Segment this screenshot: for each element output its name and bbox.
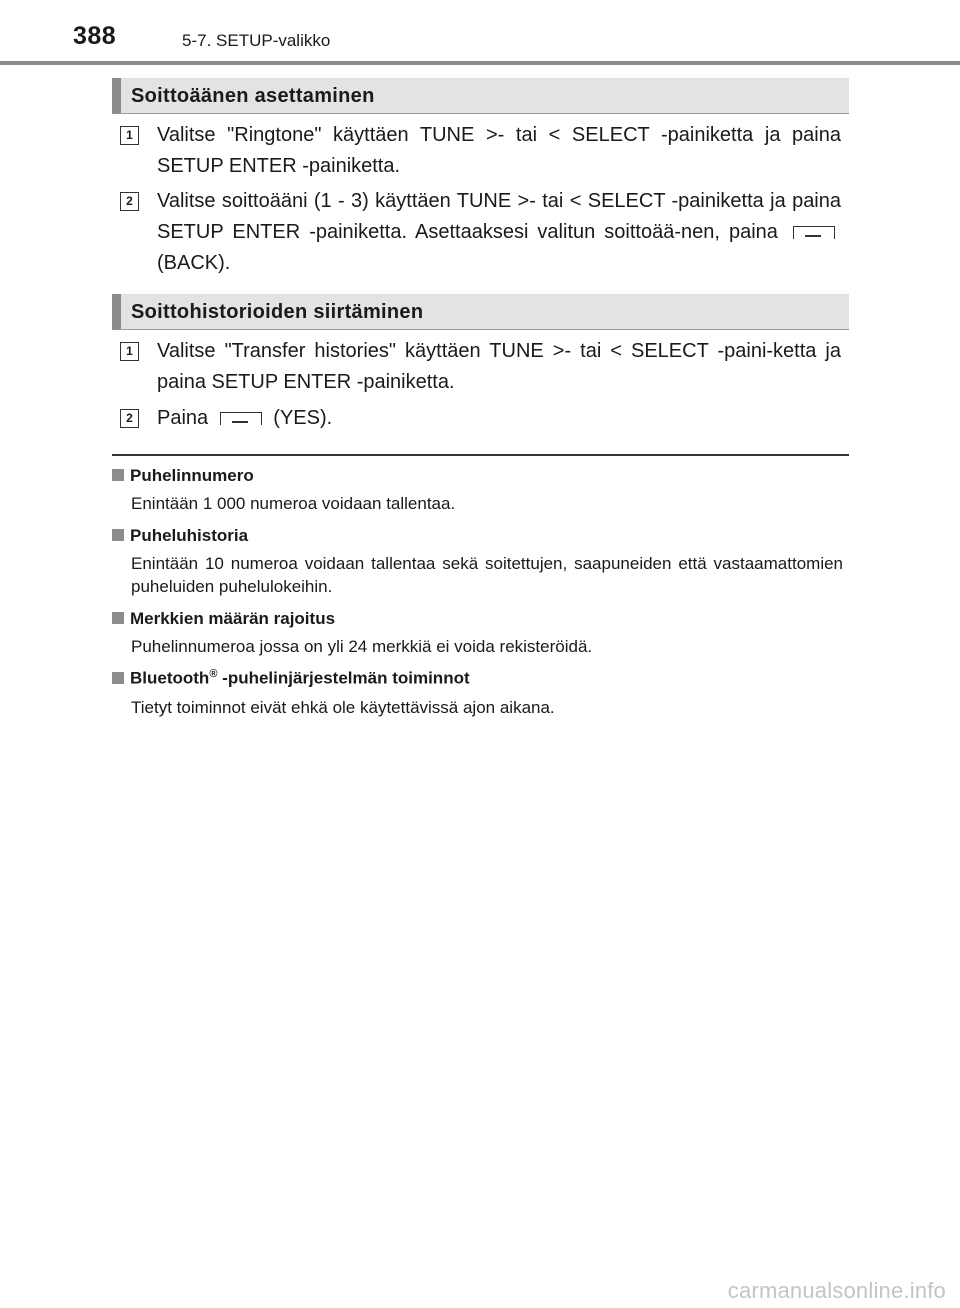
note-title-text: Puhelinnumero	[130, 466, 254, 485]
notes-divider	[112, 454, 849, 456]
note-title-text: Merkkien määrän rajoitus	[130, 609, 336, 628]
back-button-icon	[793, 226, 835, 239]
note-title	[112, 526, 248, 546]
section-title: Soittoäänen asettaminen	[131, 85, 375, 107]
square-bullet-icon	[112, 672, 124, 684]
section-title: Soittohistorioiden siirtäminen	[131, 301, 424, 323]
section-heading	[112, 294, 849, 330]
note-body: Enintään 1 000 numeroa voidaan tallentaa.	[131, 494, 456, 513]
step-number-badge: 2	[120, 409, 139, 428]
step-text	[157, 186, 841, 279]
square-bullet-icon	[112, 469, 124, 481]
note-body: Enintään 10 numeroa voidaan tallentaa sekä soitettujen, saapuneiden että vastaamattomien puheluiden puhelulokeihin.	[131, 554, 843, 596]
square-bullet-icon	[112, 529, 124, 541]
page-number: 388	[73, 22, 117, 50]
header-rule	[0, 61, 960, 65]
square-bullet-icon	[112, 612, 124, 624]
step-number-badge: 1	[120, 342, 139, 361]
yes-button-icon	[220, 412, 262, 425]
note-title-text: Bluetooth	[130, 668, 210, 688]
step-text-part: (YES).	[273, 407, 333, 429]
step-text: Valitse "Ringtone" käyttäen TUNE >- tai < SELECT -painiketta ja paina SETUP ENTER -painiketta.	[157, 124, 841, 177]
note-body: Puhelinnumeroa jossa on yli 24 merkkiä ei voida rekisteröidä.	[131, 637, 593, 656]
note-body: Tietyt toiminnot eivät ehkä ole käytettävissä ajon aikana.	[131, 698, 555, 717]
step-text	[157, 403, 841, 434]
registered-mark: ®	[209, 668, 218, 680]
note-title-text: -puhelinjärjestelmän toiminnot	[217, 668, 470, 688]
step-text: Valitse "Transfer histories" käyttäen TUNE >- tai < SELECT -paini-ketta ja paina SETUP ENTER -painiketta.	[157, 340, 841, 393]
section-heading	[112, 78, 849, 114]
note-title-text: Puheluhistoria	[130, 526, 249, 545]
step-number-badge: 2	[120, 192, 139, 211]
step-number-badge: 1	[120, 126, 139, 145]
step-text-part: Valitse soittoääni (1 - 3) käyttäen TUNE >- tai < SELECT -painiketta ja paina SETUP ENTER -painiketta. Asettaaksesi valitun soittoää-nen, paina	[157, 190, 841, 243]
footer-site-logo[interactable]: carmanualsonline.info	[727, 1278, 946, 1303]
chapter-title: 5-7. SETUP-valikko	[182, 31, 331, 50]
note-title	[112, 609, 335, 629]
note-title	[112, 668, 470, 689]
step-text-part: Paina	[157, 407, 209, 429]
step-text-part: (BACK).	[157, 252, 231, 274]
note-title	[112, 466, 254, 486]
